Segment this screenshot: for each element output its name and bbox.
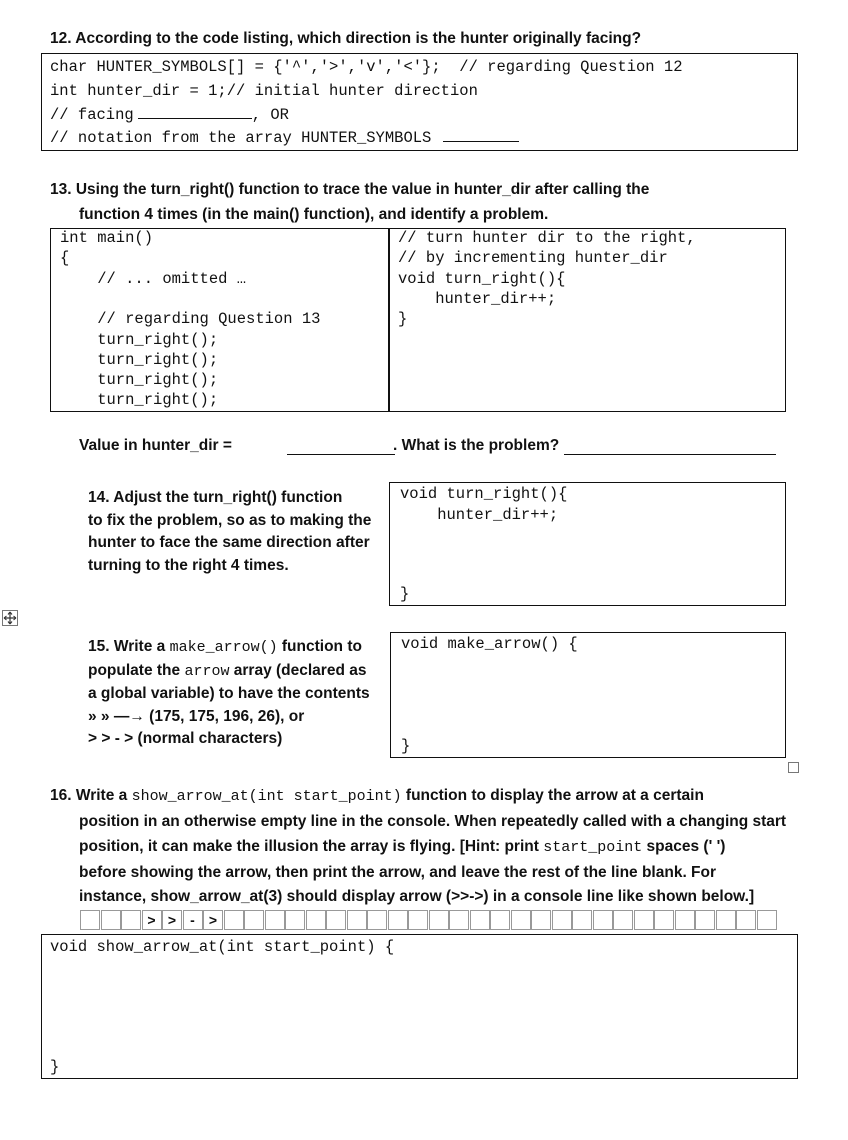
q13-turn-right-code-line: void turn_right(){: [398, 269, 566, 288]
table-resize-handle[interactable]: [788, 762, 799, 773]
q13-main-code-line: // regarding Question 13: [60, 310, 321, 329]
q13-problem-label: . What is the problem?: [393, 437, 560, 454]
q13-main-code-line: turn_right();: [60, 330, 219, 349]
console-cell: [265, 910, 285, 930]
console-cell: [429, 910, 449, 930]
console-cell: [511, 910, 531, 930]
q12-or-label: , OR: [251, 106, 289, 124]
console-cell: >: [203, 910, 223, 930]
q15-array-name: arrow: [184, 662, 230, 680]
q15-text-line1: [88, 636, 370, 660]
q15-answer-box[interactable]: [390, 632, 786, 758]
q14-answer-box[interactable]: [389, 482, 786, 606]
console-cell: [224, 910, 244, 930]
q13-main-code-line: // ... omitted …: [60, 269, 247, 288]
q13-problem-blank[interactable]: [564, 440, 776, 455]
console-cell: [285, 910, 305, 930]
q13-main-code-line: turn_right();: [60, 391, 219, 410]
q13-turn-right-code-line: // turn hunter dir to the right,: [398, 229, 696, 247]
q14-text-line: to fix the problem, so as to making the: [88, 511, 372, 529]
table-move-handle[interactable]: [2, 610, 18, 626]
q14-text-line: 14. Adjust the turn_right() function: [88, 489, 343, 506]
console-cell: [675, 910, 695, 930]
q13-value-label: Value in hunter_dir =: [79, 437, 232, 454]
q15-code-close: }: [401, 737, 411, 755]
console-cell: -: [183, 910, 203, 930]
console-cell: [306, 910, 326, 930]
q12-code-line2: int hunter_dir = 1;// initial hunter direction: [50, 82, 478, 100]
console-cell: [470, 910, 490, 930]
q13-main-code-box: [50, 228, 390, 412]
q13-value-row: [79, 437, 232, 455]
console-cell: [552, 910, 572, 930]
move-icon: [3, 611, 17, 625]
console-cell: [367, 910, 387, 930]
q16-line1: [50, 787, 704, 805]
q14-text: [88, 487, 371, 577]
console-cell: [244, 910, 264, 930]
q12-code-box: [41, 53, 798, 151]
console-cell: [490, 910, 510, 930]
console-cell: [572, 910, 592, 930]
q15-code-line1: void make_arrow() {: [401, 635, 578, 653]
console-line-grid: [80, 910, 780, 930]
q14-text-line: hunter to face the same direction after: [88, 534, 370, 551]
console-cell: [695, 910, 715, 930]
console-cell: [101, 910, 121, 930]
q15-text-line3: a global variable) to have the contents: [88, 685, 370, 702]
q16-code-line1: void show_arrow_at(int start_point) {: [50, 938, 395, 956]
q12-facing-blank[interactable]: [138, 104, 252, 119]
console-cell: >: [142, 910, 162, 930]
q16-text-part: position, it can make the illusion the array is flying. [Hint: print: [79, 838, 544, 855]
console-cell: [388, 910, 408, 930]
q12-facing-label: // facing: [50, 106, 134, 124]
console-cell: >: [162, 910, 182, 930]
q12-code-line4: [50, 127, 519, 147]
q15-text-part: 15. Write a: [88, 638, 170, 655]
q16-text-part: 16. Write a: [50, 787, 132, 804]
q14-code-close: }: [400, 585, 410, 603]
q14-code-line2: hunter_dir++;: [400, 506, 559, 524]
q13-main-code-line: turn_right();: [60, 350, 219, 369]
q15-text-part: array (declared as: [229, 661, 367, 679]
q16-text-part: function to display the arrow at a certain: [401, 787, 704, 804]
console-cell: [80, 910, 100, 930]
q13-turn-right-code-line: }: [398, 310, 408, 329]
q12-code-line3: [50, 104, 289, 124]
q14-text-line: turning to the right 4 times.: [88, 556, 289, 574]
console-cell: [449, 910, 469, 930]
q16-line4: before showing the arrow, then print the arrow, and leave the rest of the line blank. For: [79, 864, 717, 881]
console-cell: [736, 910, 756, 930]
q13-title-line1: 13. Using the turn_right() function to trace the value in hunter_dir after calling the: [50, 181, 650, 198]
console-cell: [121, 910, 141, 930]
q15-text-line4: » » —→ (175, 175, 196, 26), or: [88, 707, 305, 725]
q14-code-line1: void turn_right(){: [400, 485, 568, 503]
console-cell: [347, 910, 367, 930]
q15-text-line2: [88, 660, 370, 684]
q12-code-line1: char HUNTER_SYMBOLS[] = {'^','>','v','<'}; // regarding Question 12: [50, 58, 683, 76]
q13-main-code-line: int main(): [60, 229, 154, 247]
q16-text-part: spaces (' '): [642, 838, 726, 855]
q16-line3: [79, 838, 725, 856]
q13-main-code-line: turn_right();: [60, 371, 219, 390]
q15-text: [88, 636, 370, 751]
console-cell: [757, 910, 777, 930]
q13-title-line2: function 4 times (in the main() function), and identify a problem.: [79, 206, 549, 223]
console-cell: [408, 910, 428, 930]
q16-line5: instance, show_arrow_at(3) should display arrow (>>->) in a console line like shown below.]: [79, 888, 755, 905]
q13-main-code-line: {: [60, 249, 70, 268]
q13-turn-right-code-line: hunter_dir++;: [398, 289, 557, 308]
q13-turn-right-code-box: [388, 228, 786, 412]
q15-text-part: function to: [277, 638, 362, 655]
q12-notation-blank[interactable]: [443, 127, 519, 142]
q15-text-part: populate the: [88, 661, 185, 679]
console-cell: [654, 910, 674, 930]
q16-answer-box[interactable]: [41, 934, 798, 1079]
console-cell: [531, 910, 551, 930]
console-cell: [716, 910, 736, 930]
console-cell: [593, 910, 613, 930]
q13-value-blank[interactable]: [287, 440, 395, 455]
q16-function-signature: show_arrow_at(int start_point): [131, 788, 402, 805]
q13-turn-right-code-line: // by incrementing hunter_dir: [398, 249, 668, 268]
q15-text-line5: > > - > (normal characters): [88, 730, 283, 747]
q15-code-name: make_arrow(): [169, 639, 278, 656]
console-cell: [613, 910, 633, 930]
console-cell: [326, 910, 346, 930]
console-cell: [634, 910, 654, 930]
q12-notation-label: // notation from the array HUNTER_SYMBOLS: [50, 129, 432, 147]
q12-title: 12. According to the code listing, which direction is the hunter originally facing?: [50, 30, 642, 47]
q16-line2: position in an otherwise empty line in the console. When repeatedly called with a changing start: [79, 813, 787, 830]
q16-code-close: }: [50, 1058, 60, 1076]
q16-param-name: start_point: [543, 839, 643, 856]
